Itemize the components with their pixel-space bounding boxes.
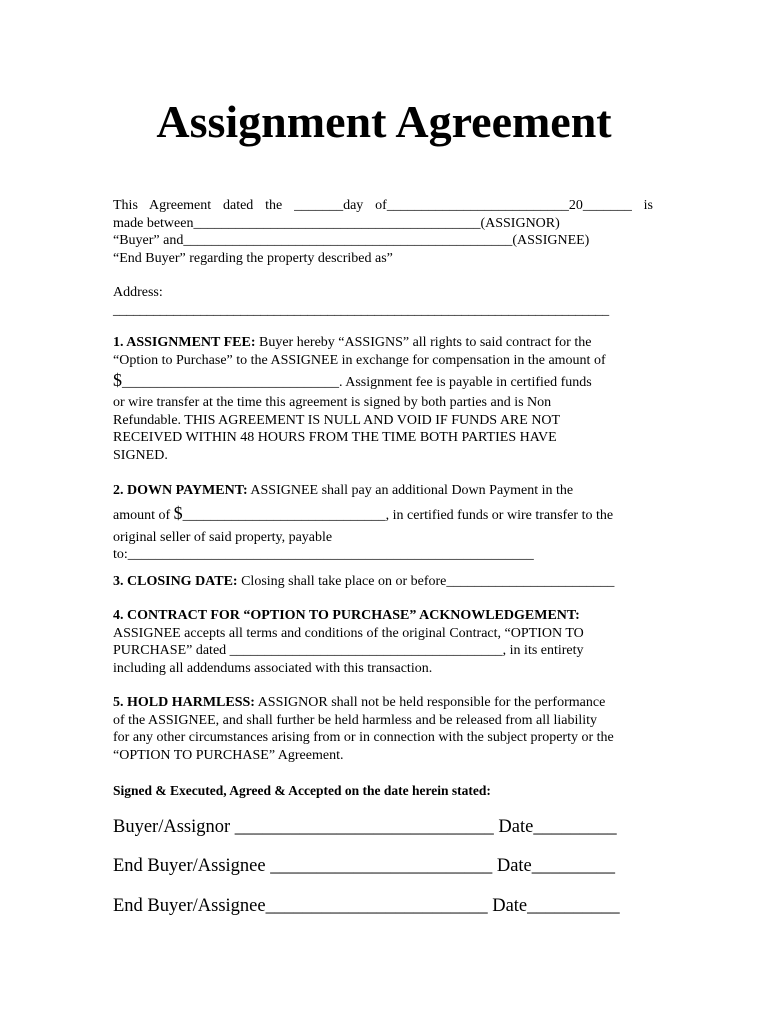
section-text: Refundable. THIS AGREEMENT IS NULL AND VOID IF FUNDS ARE NOT bbox=[113, 412, 561, 428]
section-heading: 4. CONTRACT FOR “OPTION TO PURCHASE” ACKNOWLEDGEMENT: bbox=[113, 608, 580, 623]
section-text: ASSIGNEE shall pay an additional Down Payment in the bbox=[247, 483, 574, 498]
dollar-sign: $ bbox=[173, 502, 183, 523]
payable-to-field: to:__________________________________________________________ bbox=[113, 547, 534, 562]
section-heading: 3. CLOSING DATE: bbox=[113, 574, 238, 589]
section-text: ASSIGNOR shall not be held responsible for the performance bbox=[254, 695, 606, 710]
signed-statement: Signed & Executed, Agreed & Accepted on the date herein stated: bbox=[113, 783, 491, 798]
section-heading: 1. ASSIGNMENT FEE: bbox=[113, 335, 256, 350]
section-contract-acknowledgement bbox=[113, 607, 653, 677]
section-assignment-fee bbox=[113, 334, 653, 464]
section-text: including all addendums associated with this transaction. bbox=[113, 660, 433, 676]
section-text: amount of bbox=[113, 507, 174, 523]
signature-line-end-buyer-assignee: End Buyer/Assignee________________________ Date__________ bbox=[113, 896, 620, 916]
section-closing-date bbox=[113, 573, 653, 591]
section-text: for any other circumstances arising from or in connection with the subject property or the bbox=[113, 730, 614, 745]
section-hold-harmless bbox=[113, 694, 653, 764]
intro-paragraph bbox=[113, 197, 653, 267]
intro-line: This Agreement dated the _______day of__________________________20_______ is bbox=[113, 198, 653, 213]
address-line: __________________________________________________________________________ bbox=[113, 302, 609, 318]
intro-line: “End Buyer” regarding the property described as” bbox=[113, 250, 393, 266]
section-text: “OPTION TO PURCHASE” Agreement. bbox=[113, 747, 344, 763]
section-text: SIGNED. bbox=[113, 447, 168, 463]
section-text: RECEIVED WITHIN 48 HOURS FROM THE TIME BOTH PARTIES HAVE bbox=[113, 430, 557, 445]
section-heading: 2. DOWN PAYMENT: bbox=[113, 483, 248, 498]
signature-line-end-buyer-assignee: End Buyer/Assignee ________________________ Date_________ bbox=[113, 856, 616, 876]
dollar-sign: $ bbox=[113, 370, 122, 390]
intro-line: “Buyer” and_______________________________________________(ASSIGNEE) bbox=[113, 233, 590, 248]
section-text: ASSIGNEE accepts all terms and conditions of the original Contract, “OPTION TO bbox=[113, 625, 584, 641]
section-text: “Option to Purchase” to the ASSIGNEE in exchange for compensation in the amount of bbox=[113, 352, 606, 368]
address-label: Address: bbox=[113, 285, 163, 300]
closing-date-field: Closing shall take place on or before________________________ bbox=[237, 574, 615, 589]
section-text: original seller of said property, payable bbox=[113, 529, 333, 545]
intro-line: made between_________________________________________(ASSIGNOR) bbox=[113, 215, 560, 231]
section-heading: 5. HOLD HARMLESS: bbox=[113, 695, 255, 710]
address-block bbox=[113, 284, 653, 319]
signature-line-buyer-assignor: Buyer/Assignor ____________________________ Date_________ bbox=[113, 817, 617, 837]
fee-amount-field: _______________________________. Assignment fee is payable in certified funds bbox=[122, 375, 592, 390]
down-payment-field: _____________________________, in certified funds or wire transfer to the bbox=[182, 507, 614, 523]
contract-date-field: PURCHASE” dated _______________________________________, in its entirety bbox=[113, 643, 584, 658]
section-text: of the ASSIGNEE, and shall further be held harmless and be released from all liability bbox=[113, 712, 598, 728]
document-title: Assignment Agreement bbox=[156, 96, 612, 147]
section-text: or wire transfer at the time this agreement is signed by both parties and is Non bbox=[113, 395, 552, 410]
section-text: Buyer hereby “ASSIGNS” all rights to said contract for the bbox=[255, 335, 592, 350]
section-down-payment bbox=[113, 482, 653, 564]
